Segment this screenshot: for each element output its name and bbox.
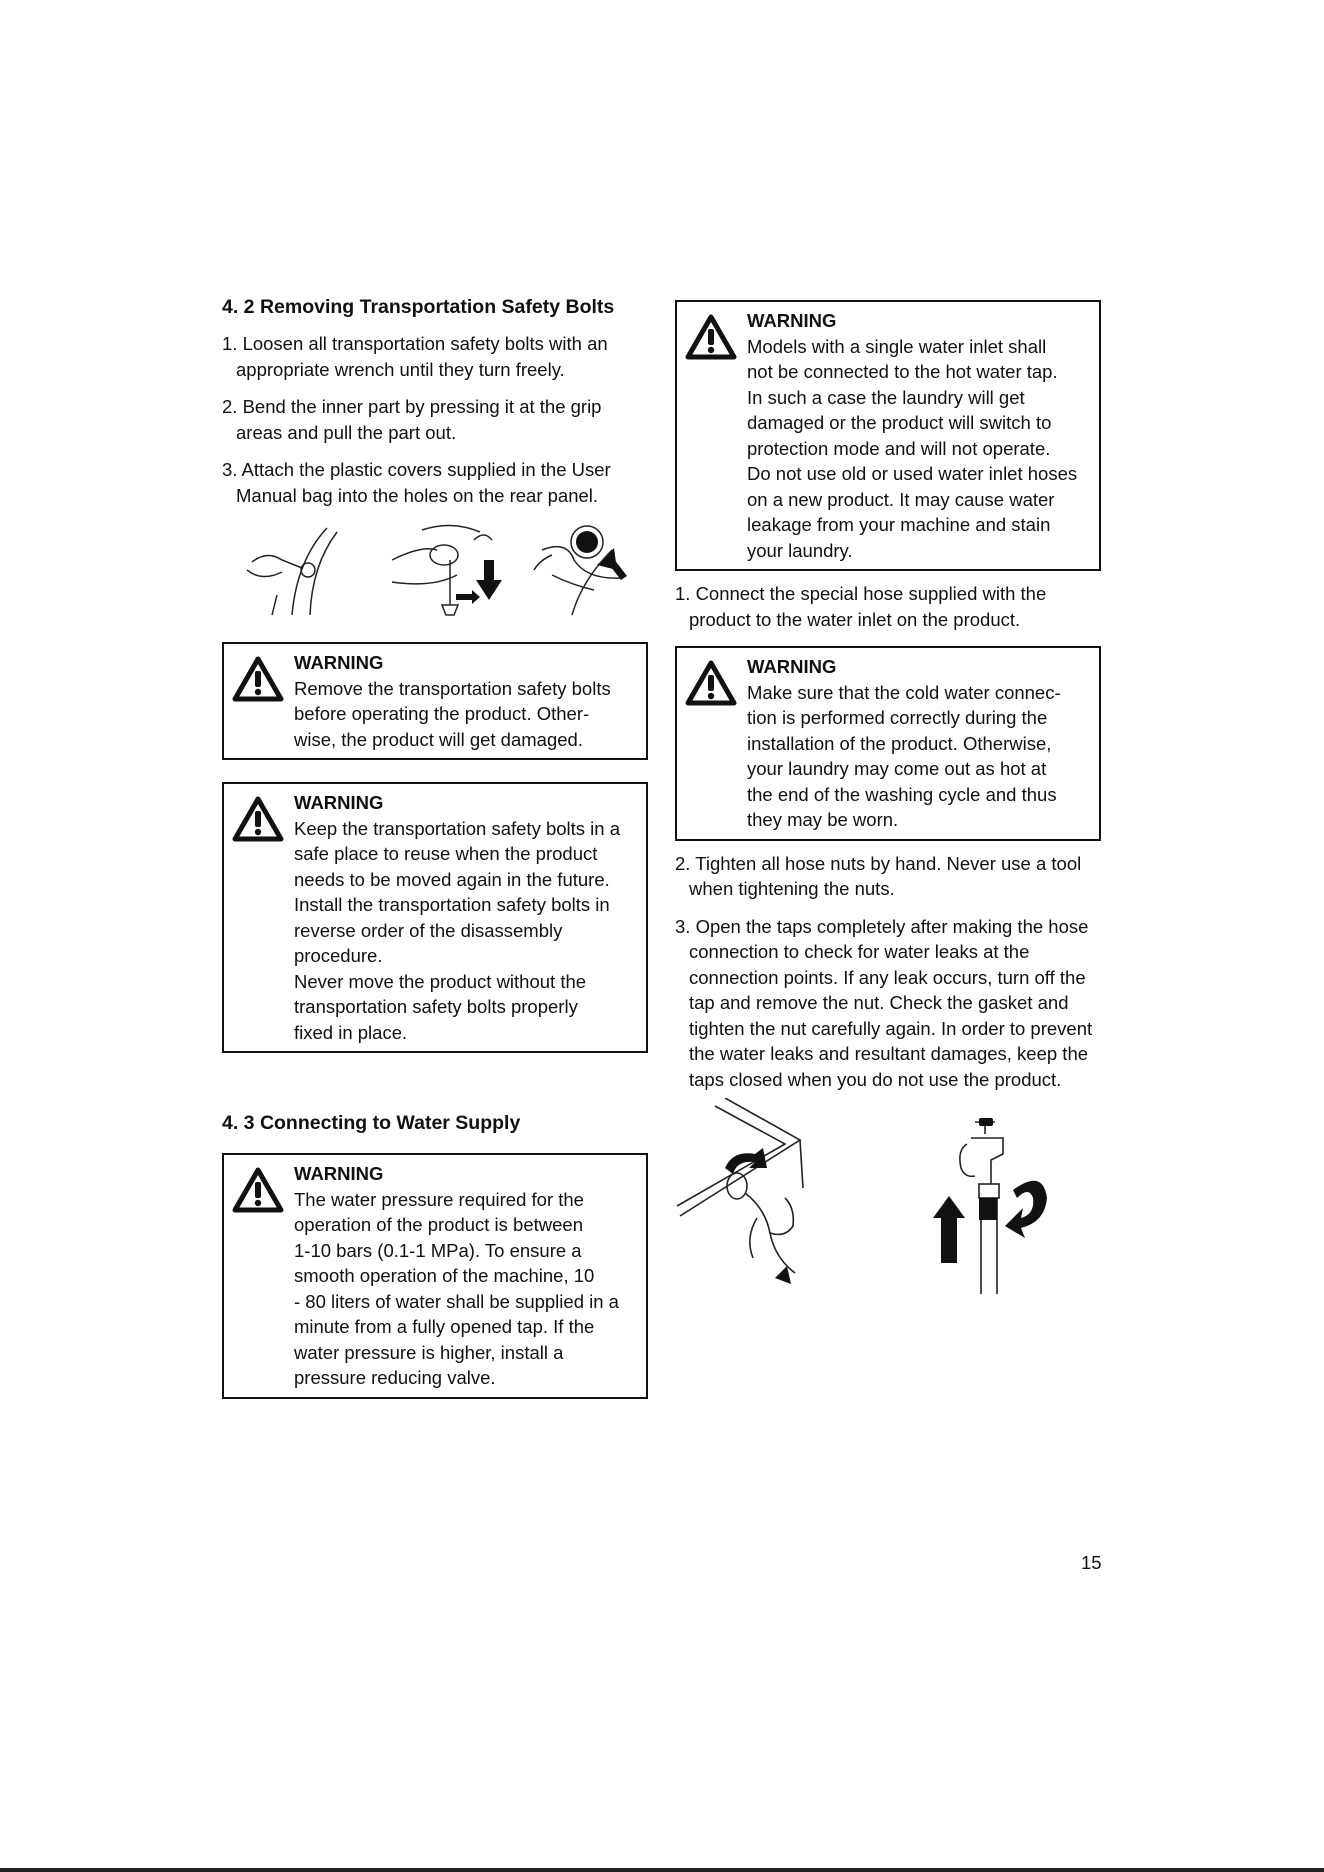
warning-title: WARNING — [747, 310, 837, 331]
warning-triangle-icon — [685, 314, 737, 360]
warning-box-bolts-remove — [222, 642, 648, 760]
warning-title: WARNING — [294, 1163, 384, 1184]
step-4-2-1: 1. Loosen all transportation safety bolts with an appropriate wrench until they turn freely. — [222, 333, 608, 380]
warning-title: WARNING — [294, 792, 384, 813]
warning-triangle-icon — [232, 796, 284, 842]
warning-line: tion is performed correctly during the — [747, 707, 1048, 728]
warning-line: water pressure is higher, install a — [294, 1341, 564, 1363]
warning-line: Make sure that the cold water connec- — [747, 681, 1061, 703]
warning-triangle-icon — [685, 660, 737, 706]
section-heading-4-3: 4. 3 Connecting to Water Supply — [222, 1112, 521, 1134]
warning-line: procedure. — [294, 945, 383, 966]
warning-line: The water pressure required for the — [294, 1188, 584, 1210]
warning-line: before operating the product. Other- — [294, 703, 590, 724]
warning-line: damaged or the product will switch to — [747, 412, 1052, 433]
warning-line: they may be worn. — [747, 809, 899, 830]
warning-box-water-pressure — [222, 1153, 648, 1399]
warning-line: pressure reducing valve. — [294, 1367, 496, 1388]
warning-line: the end of the washing cycle and thus — [747, 783, 1057, 805]
warning-line: protection mode and will not operate. — [747, 437, 1051, 459]
warning-box-cold-water — [675, 646, 1101, 841]
warning-line: your laundry may come out as hot at — [747, 758, 1047, 779]
warning-line: operation of the product is between — [294, 1214, 583, 1235]
warning-line: transportation safety bolts properly — [294, 996, 578, 1017]
warning-line: Never move the product without the — [294, 970, 587, 992]
right-column — [675, 300, 1101, 1298]
warning-line: minute from a fully opened tap. If the — [294, 1316, 595, 1337]
step-4-3-2: 2. Tighten all hose nuts by hand. Never use a tool when tightening the nuts. — [675, 852, 1082, 899]
bolt-removal-drawing — [222, 520, 648, 620]
warning-line: needs to be moved again in the future. — [294, 868, 610, 890]
section-heading-4-2: 4. 2 Removing Transportation Safety Bolts — [222, 296, 615, 318]
left-column — [222, 293, 648, 1399]
warning-box-bolts-keep — [222, 782, 648, 1053]
step-4-3-1: 1. Connect the special hose supplied with the product to the water inlet on the product. — [675, 583, 1047, 630]
warning-title: WARNING — [747, 656, 837, 677]
warning-line: fixed in place. — [294, 1021, 408, 1043]
warning-line: Keep the transportation safety bolts in a — [294, 817, 621, 839]
warning-line: In such a case the laundry will get — [747, 386, 1025, 408]
warning-line: 1-10 bars (0.1-1 MPa). To ensure a — [294, 1239, 582, 1261]
warning-line: reverse order of the disassembly — [294, 919, 563, 941]
warning-line: not be connected to the hot water tap. — [747, 361, 1058, 382]
bottom-rule — [0, 1868, 1324, 1872]
warning-line: leakage from your machine and stain — [747, 514, 1051, 535]
hose-and-tap-drawing — [675, 1098, 1101, 1298]
hose-connection-illustration — [675, 1098, 1101, 1298]
warning-triangle-icon — [232, 1167, 284, 1213]
warning-line: - 80 liters of water shall be supplied in a — [294, 1290, 619, 1312]
warning-box-single-inlet — [675, 300, 1101, 571]
warning-line: safe place to reuse when the product — [294, 843, 598, 864]
step-4-2-2: 2. Bend the inner part by pressing it at the grip areas and pull the part out. — [222, 396, 602, 443]
warning-line: wise, the product will get damaged. — [294, 728, 583, 750]
warning-title: WARNING — [294, 652, 384, 673]
bolt-removal-illustration — [222, 520, 648, 620]
warning-line: on a new product. It may cause water — [747, 488, 1055, 510]
warning-line: Remove the transportation safety bolts — [294, 677, 611, 699]
warning-line: Do not use old or used water inlet hoses — [747, 463, 1078, 484]
warning-line: your laundry. — [747, 539, 853, 561]
warning-triangle-icon — [232, 656, 284, 702]
step-4-3-3: 3. Open the taps completely after making the hose connection to check for water leaks at the connection points. If any leak occurs, turn off the tap and remove the nut. Check the gasket and tighten the nut carefully again. In order to prevent the water leaks and resultant damages, keep the taps closed when you do not use the product. — [675, 915, 1093, 1090]
page-number: 15 — [1081, 1552, 1102, 1573]
warning-line: installation of the product. Otherwise, — [747, 732, 1052, 754]
warning-line: smooth operation of the machine, 10 — [294, 1265, 595, 1286]
step-4-2-3: 3. Attach the plastic covers supplied in the User Manual bag into the holes on the rear panel. — [222, 459, 611, 506]
warning-line: Install the transportation safety bolts in — [294, 894, 610, 915]
warning-line: Models with a single water inlet shall — [747, 335, 1047, 357]
